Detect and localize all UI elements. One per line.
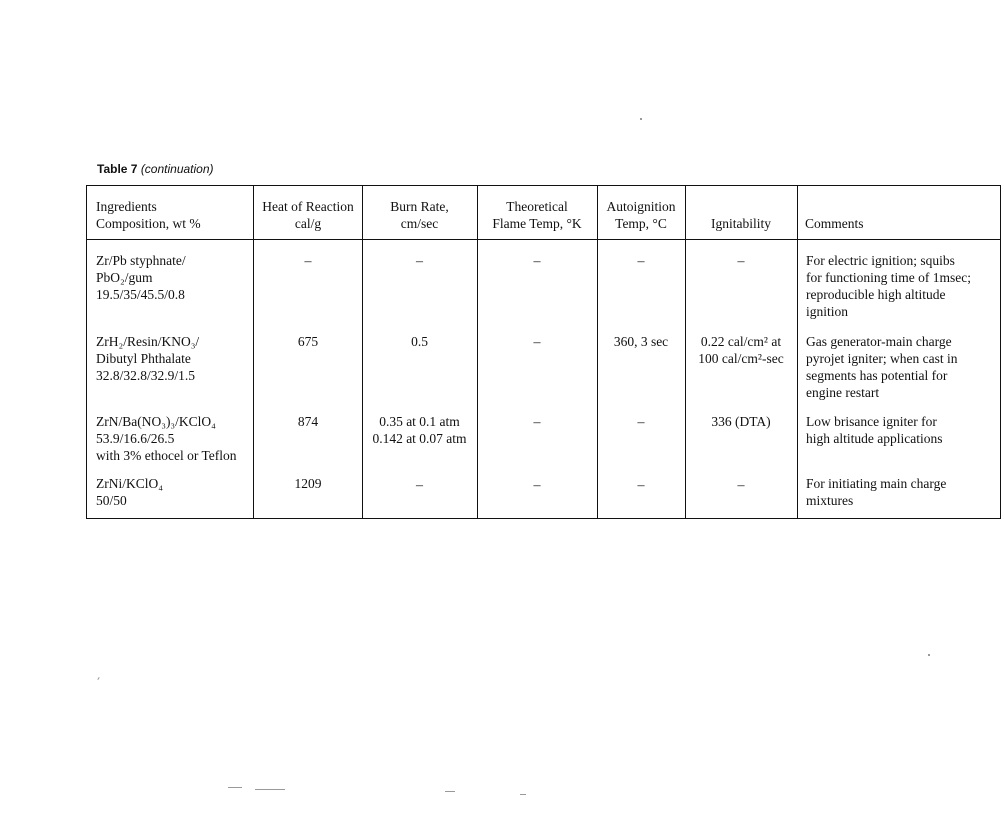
header-flame-temp: Theoretical Flame Temp, °K: [492, 199, 582, 231]
table-row-1-autoignition: –: [637, 254, 645, 269]
header-comments: Comments: [805, 216, 864, 231]
column-divider: [597, 186, 598, 518]
table-row-1-ignitability: –: [737, 254, 745, 269]
table-row-1-flame-temp: –: [533, 254, 541, 269]
header-ingredients: Ingredients Composition, wt %: [96, 199, 201, 231]
table-row-3-flame-temp: –: [533, 415, 541, 430]
table-row-2-ingredients: ZrH₂/Resin/KNO₃/ Dibutyl Phthalate 32.8/32.8/32.9/1.5: [96, 334, 200, 383]
table-row-4-comments: For initiating main charge mixtures: [806, 476, 947, 508]
table-row-4-ingredients: ZrNi/KClO₄ 50/50: [96, 476, 163, 508]
table-row-1-comments: For electric ignition; squibs for functioning time of 1msec; reproducible high altitude ignition: [806, 253, 971, 319]
scan-speck: [255, 789, 285, 790]
scan-speck: [97, 677, 99, 680]
table-row-2-burn-rate: 0.5: [411, 334, 428, 349]
header-autoignition: Autoignition Temp, °C: [606, 199, 676, 231]
header-ignitability: Ignitability: [711, 216, 771, 231]
header-heat-of-reaction: Heat of Reaction cal/g: [262, 199, 354, 231]
table-row-4-heat: 1209: [294, 476, 322, 491]
table-row-2-ignitability: 0.22 cal/cm² at 100 cal/cm²-sec: [698, 334, 784, 366]
scan-speck: [928, 654, 930, 656]
header-divider: [87, 239, 1000, 240]
table-row-3-ingredients: ZrN/Ba(NO₃)₃/KClO₄ 53.9/16.6/26.5 with 3% ethocel or Teflon: [96, 414, 237, 463]
scan-speck: [445, 791, 455, 792]
header-burn-rate: Burn Rate, cm/sec: [390, 199, 449, 231]
table-row-3-burn-rate: 0.35 at 0.1 atm 0.142 at 0.07 atm: [372, 414, 467, 446]
table-row-4-burn-rate: –: [416, 478, 423, 493]
table-row-4-autoignition: –: [637, 478, 645, 493]
column-divider: [253, 186, 254, 518]
table-row-2-heat: 675: [297, 334, 319, 349]
table-row-2-autoignition: 360, 3 sec: [613, 334, 669, 349]
table-row-3-autoignition: –: [637, 415, 645, 430]
table-row-3-ignitability: 336 (DTA): [711, 414, 771, 429]
column-divider: [797, 186, 798, 518]
table-row-2-flame-temp: –: [533, 335, 541, 350]
scan-speck: [520, 794, 526, 795]
table-row-3-heat: 874: [297, 414, 319, 429]
table-row-1-ingredients: Zr/Pb styphnate/ PbO₂/gum 19.5/35/45.5/0.8: [96, 253, 186, 302]
table-row-4-flame-temp: –: [533, 478, 541, 493]
scan-speck: [640, 118, 642, 120]
table-row-1-burn-rate: –: [416, 254, 423, 269]
data-table: [86, 185, 1001, 519]
table-caption: [97, 162, 214, 176]
scan-speck: [228, 787, 242, 788]
table-caption-continuation: (continuation): [140, 162, 214, 176]
table-row-4-ignitability: –: [737, 478, 745, 493]
column-divider: [477, 186, 478, 518]
column-divider: [362, 186, 363, 518]
table-row-1-heat: –: [304, 254, 312, 269]
table-row-2-comments: Gas generator-main charge pyrojet igniter; when cast in segments has potential for engine restart: [806, 334, 958, 400]
table-caption-label: Table 7: [97, 162, 138, 176]
table-row-3-comments: Low brisance igniter for high altitude applications: [806, 414, 943, 446]
